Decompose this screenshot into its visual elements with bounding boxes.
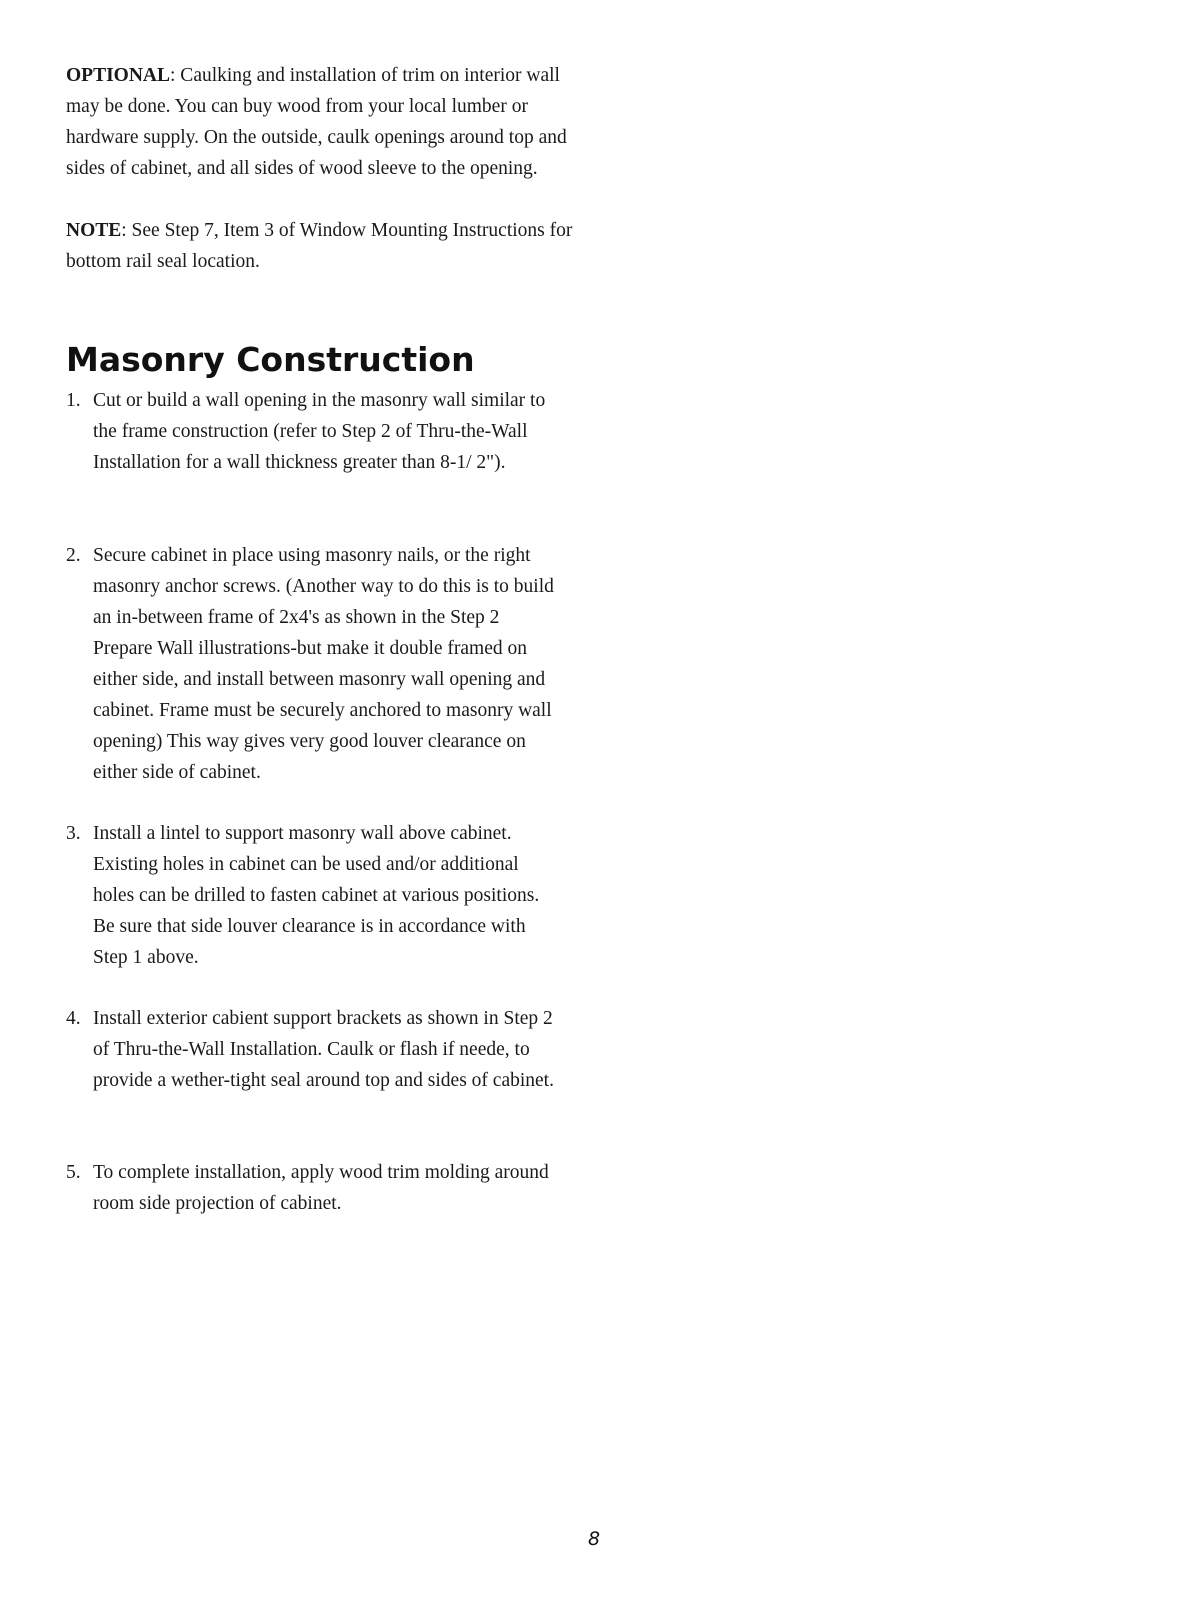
step-list [66, 540, 586, 788]
step-list [66, 1003, 586, 1096]
step-item-3 [66, 818, 563, 973]
step-text: To complete installation, apply wood trim molding around room side projection of cabinet. [93, 1162, 549, 1214]
step-number: 3. [66, 823, 81, 844]
step-list [66, 385, 586, 478]
step-text: Cut or build a wall opening in the masonry wall similar to the frame construction (refer to Step 2 of Thru-the-Wall Installation for a wall thickness greater than 8-1/ 2"). [93, 390, 546, 473]
optional-paragraph [66, 60, 576, 184]
step-list [66, 818, 586, 973]
step-text: Install a lintel to support masonry wall above cabinet. Existing holes in cabinet can be used and/or additional holes can be drilled to fasten cabinet at various positions. Be sure that side louver clearance is in accordance with Step 1 above. [93, 823, 540, 968]
step-number: 2. [66, 545, 81, 566]
note-label: NOTE [66, 220, 122, 241]
optional-text: : Caulking and installation of trim on interior wall may be done. You can buy wood from your local lumber or hardware supply. On the outside, caulk openings around top and sides of cabinet, and all sides of wood sleeve to the opening. [66, 65, 567, 179]
section-heading: Masonry Construction [66, 340, 475, 379]
step-item-1 [66, 385, 563, 478]
page-number: 8 [588, 1528, 601, 1550]
note-text: : See Step 7, Item 3 of Window Mounting Instructions for bottom rail seal location. [66, 220, 573, 272]
step-number: 4. [66, 1008, 81, 1029]
step-list [66, 1157, 586, 1219]
step-text: Secure cabinet in place using masonry nails, or the right masonry anchor screws. (Another way to do this is to build an in-between frame of 2x4's as shown in the Step 2 Prepare Wall illustrations-but make it double framed on either side, and install between masonry wall opening and cabinet. Frame must be securely anchored to masonry wall opening) This way gives very good louver clearance on either side of cabinet. [93, 545, 554, 783]
step-text: Install exterior cabient support brackets as shown in Step 2 of Thru-the-Wall Installation. Caulk or flash if neede, to provide a wether-tight seal around top and sides of cabinet. [93, 1008, 554, 1091]
step-item-2 [66, 540, 563, 788]
optional-label: OPTIONAL [66, 65, 171, 86]
step-item-4 [66, 1003, 563, 1096]
step-number: 1. [66, 390, 81, 411]
step-item-5 [66, 1157, 563, 1219]
step-number: 5. [66, 1162, 81, 1183]
note-paragraph [66, 215, 576, 277]
